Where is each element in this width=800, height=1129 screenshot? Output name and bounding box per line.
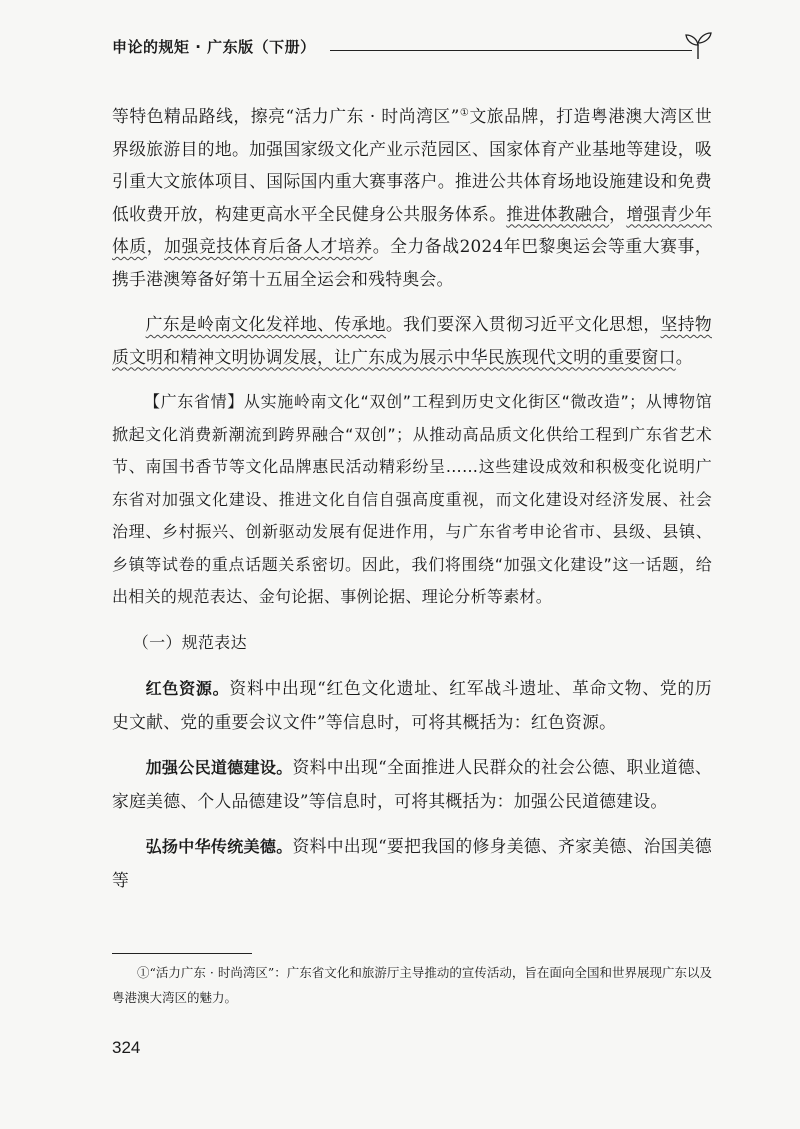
term-label: 红色资源。 <box>145 679 230 698</box>
term-label: 弘扬中华传统美德。 <box>145 837 293 856</box>
paragraph-sports <box>112 100 712 295</box>
footnote-rule <box>112 953 252 954</box>
book-title: 申论的规矩 · 广东版（下册） <box>112 38 316 56</box>
sprout-icon <box>684 30 712 60</box>
underlined-phrase: 加强竞技体育后备人才培养 <box>164 236 373 256</box>
underlined-phrase: 坚持物质文明和精神文明协调发展，让广东成为展示中华民族现代文明的重要窗口 <box>112 314 712 367</box>
section-heading: （一）规范表达 <box>132 632 247 652</box>
paragraph-province-info: 【广东省情】从实施岭南文化“双创”工程到历史文化街区“微改造”；从博物馆掀起文化消费新潮流到跨界融合“双创”；从推动高品质文化供给工程到广东省艺术节、南国书香节等文化品牌惠民活动精彩纷呈……这些建设成效和积极变化说明广东省对加强文化建设、推进文化自信自强高度重视，而文化建设对经济发展、社会治理、乡村振兴、创新驱动发展有促进作用，与广东省考申论省市、县级、县镇、乡镇等试卷的重点话题关系密切。因此，我们将围绕“加强文化建设”这一话题，给出相关的规范表达、金句论据、事例论据、理论分析等素材。 <box>112 392 712 606</box>
page-number: 324 <box>112 1038 141 1057</box>
text-span: 资料中出现“红色文化遗址、红军战斗遗址、革命文物、党的历史文献、党的重要会议文件”等信息时，可将其概括为：红色资源。 <box>112 678 712 732</box>
paragraph-civic-morality <box>112 751 712 817</box>
text-span: 文旅品牌，打造粤港澳大湾区世界级旅游目的地。加强国家级文化产业示范园区、国家体育产业基地等建设，吸引重大文旅体项目、国际国内重大赛事落户。推进公共体育场地设施建设和免费低收费开放，构建更高水平全民健身公共服务体系。 <box>112 106 713 224</box>
running-header <box>112 30 712 70</box>
text-span: 。我们要深入贯彻习近平文化思想， <box>385 314 661 334</box>
underlined-phrase: 广东是岭南文化发祥地、传承地 <box>145 314 386 334</box>
term-label: 加强公民道德建设。 <box>145 758 293 777</box>
paragraph-red-resources <box>112 672 712 738</box>
paragraph-traditional-virtues <box>112 830 712 896</box>
text-span: 资料中出现“要把我国的修身美德、齐家美德、治国美德等 <box>112 836 712 890</box>
text-span: 资料中出现“全面推进人民群众的社会公德、职业道德、家庭美德、个人品德建设”等信息时，可将其概括为：加强公民道德建设。 <box>112 757 712 811</box>
text-span: 。 <box>675 346 693 367</box>
text-span: 等特色精品路线，擦亮“活力广东 · 时尚湾区” <box>112 106 460 126</box>
footnote: ①“活力广东 · 时尚湾区”：广东省文化和旅游厅主导推动的宣传活动，旨在面向全国和世界展现广东以及粤港澳大湾区的魅力。 <box>112 965 712 1005</box>
underlined-phrase: 增强青少年体质 <box>112 203 712 256</box>
underlined-phrase: 推进体教融合 <box>506 203 610 224</box>
text-span: ， <box>609 203 627 224</box>
text-span: ， <box>146 236 165 256</box>
paragraph-lingnan <box>112 308 712 373</box>
text-span: 。全力备战2024年巴黎奥运会等重大赛事，携手港澳筹备好第十五届全运会和残特奥会。 <box>112 236 712 289</box>
header-rule <box>330 50 692 51</box>
main-text <box>112 100 712 896</box>
footnote-marker[interactable]: ① <box>459 107 470 119</box>
